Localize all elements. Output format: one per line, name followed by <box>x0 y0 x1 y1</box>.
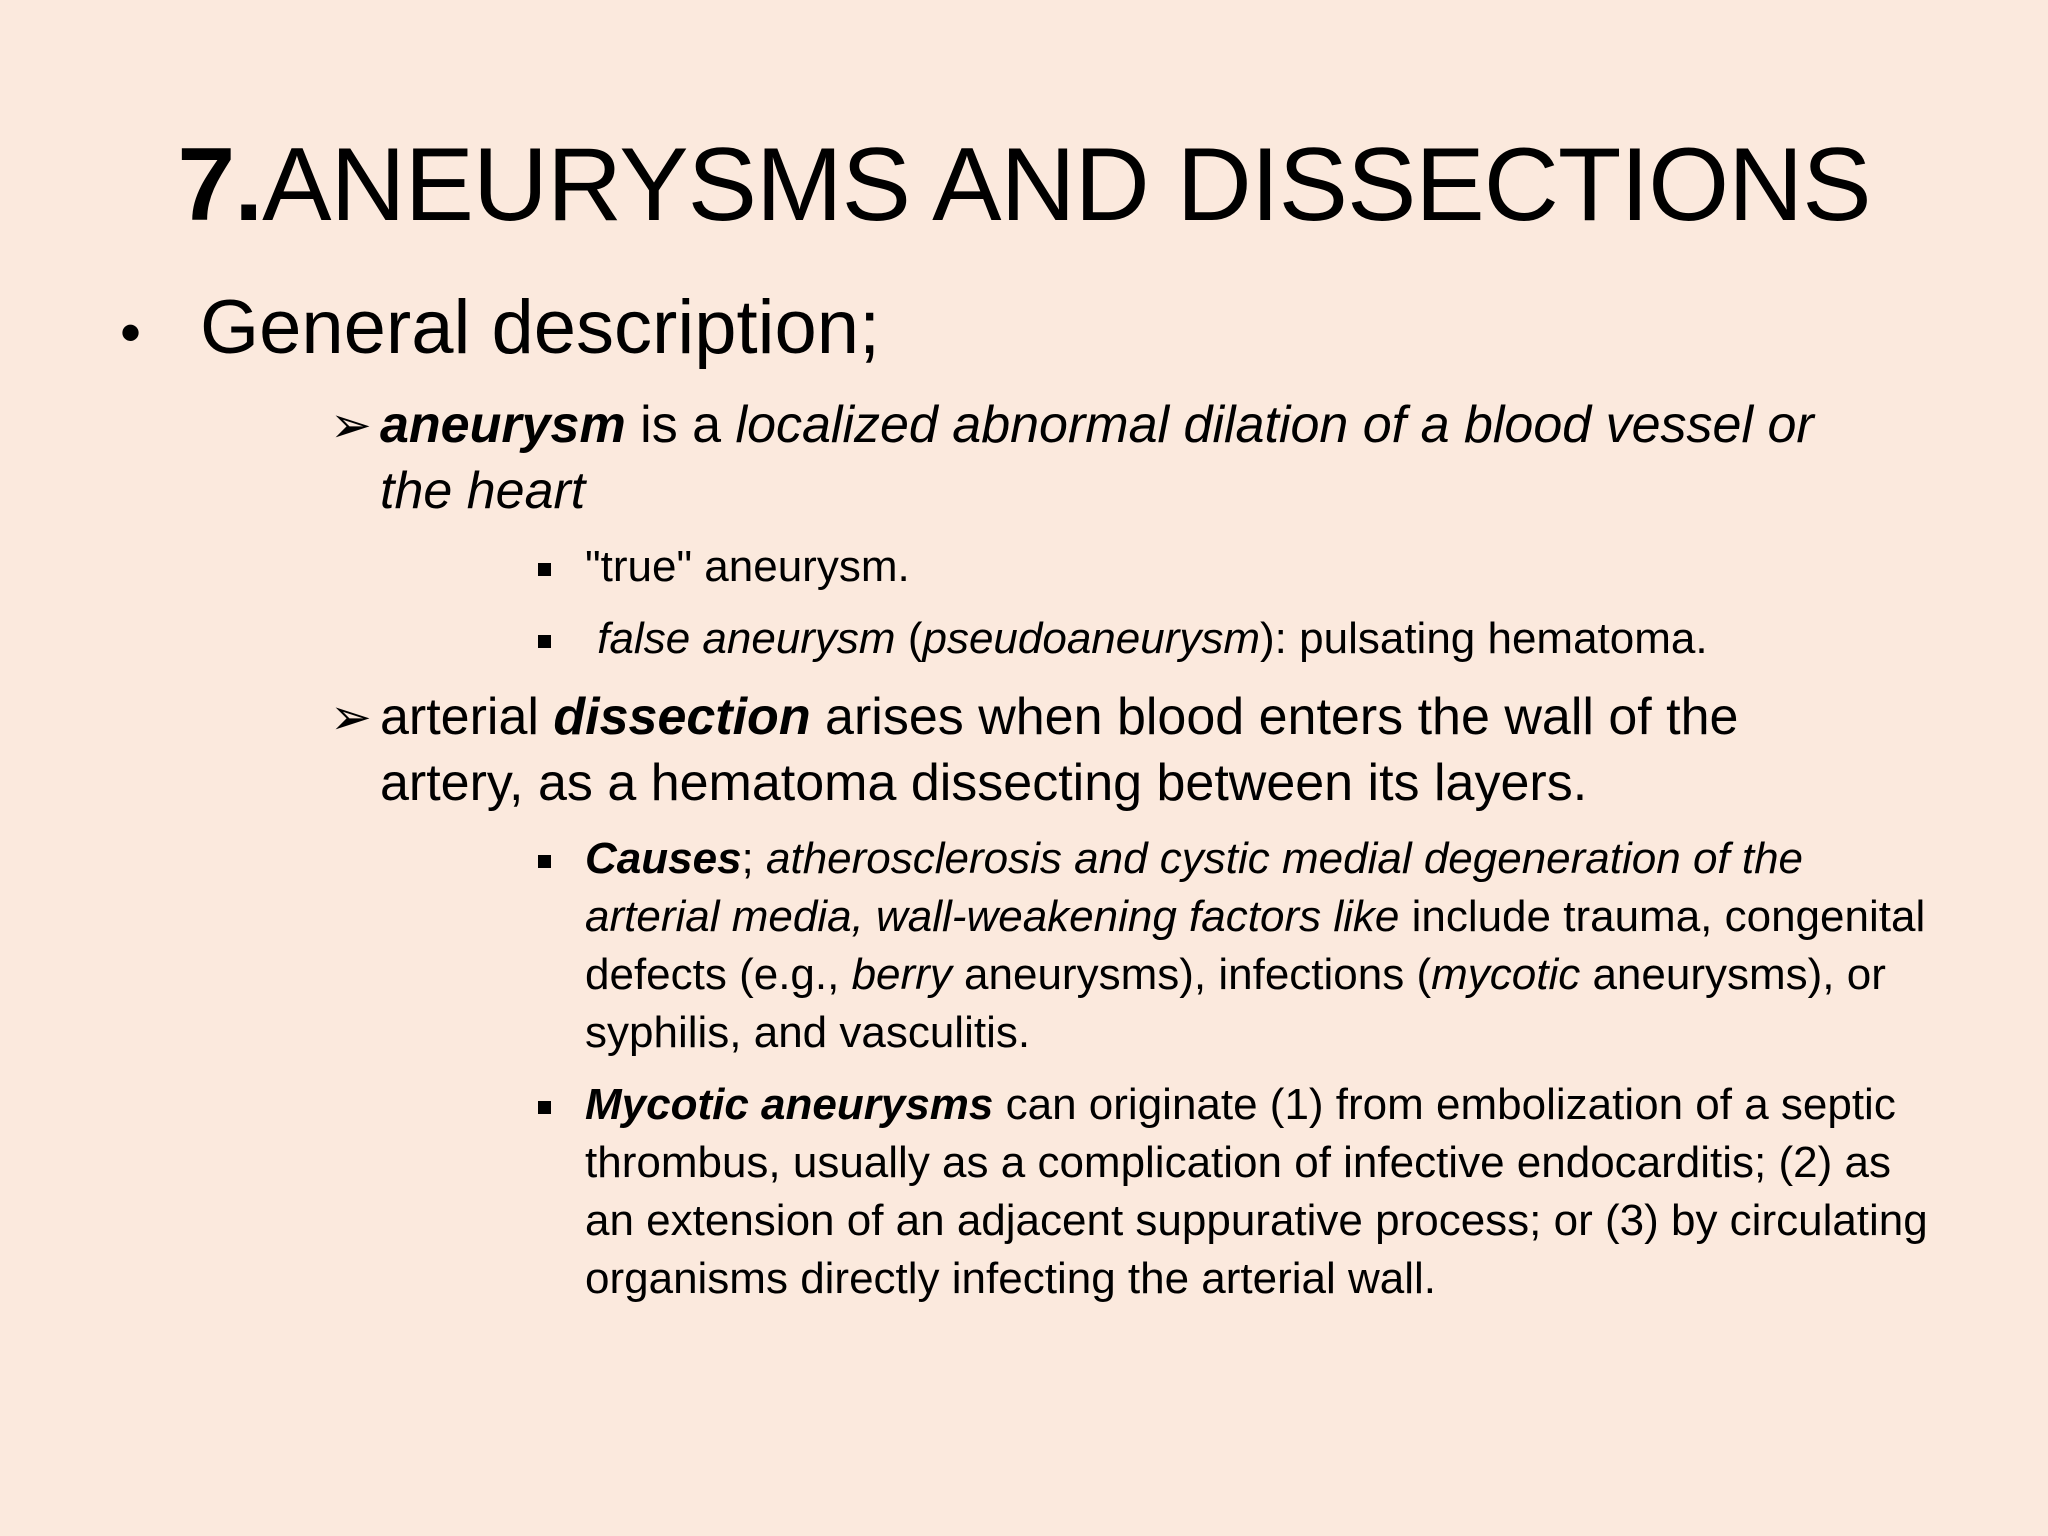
dissection-definition-text <box>380 684 1890 816</box>
false-aneurysm-desc: ): pulsating hematoma. <box>1260 614 1708 663</box>
square-bullet-icon <box>538 635 551 648</box>
dissection-definition <box>330 684 1890 816</box>
false-aneurysm-term: false aneurysm <box>597 614 896 663</box>
causes-italic-1: atherosclerosis and cystic medial degeneration of the arterial media, wall-weakening factors like <box>585 834 1804 941</box>
causes-label: Causes <box>585 834 742 883</box>
true-aneurysm-text: "true" aneurysm. <box>585 542 910 591</box>
square-bullet-icon <box>538 563 551 576</box>
causes-italic-3: mycotic <box>1431 950 1581 999</box>
aneurysm-definition-text <box>380 392 1890 524</box>
true-aneurysm-item <box>530 538 1930 596</box>
dissection-rest: arises when blood enters the wall of the artery, as a hematoma dissecting between its layers. <box>380 688 1739 812</box>
arrow-bullet-icon: ➢ <box>330 397 372 453</box>
arrow-bullet-icon: ➢ <box>330 689 372 745</box>
title-text: ANEURYSMS AND DISSECTIONS <box>262 127 1871 243</box>
causes-item <box>530 830 1930 1062</box>
bullet-dot-icon: • <box>120 299 142 366</box>
bullet-general-description <box>120 282 880 373</box>
false-aneurysm-item <box>530 610 1930 668</box>
causes-italic-2: berry <box>851 950 952 999</box>
square-bullet-icon <box>538 855 551 868</box>
false-aneurysm-lead <box>585 614 597 663</box>
dissection-pre: arterial <box>380 688 554 746</box>
dissection-term: dissection <box>553 688 811 746</box>
slide-title <box>0 128 2048 242</box>
mycotic-label: Mycotic aneurysms <box>585 1080 994 1129</box>
causes-sep: ; <box>741 834 766 883</box>
mycotic-item <box>530 1076 1930 1308</box>
paren-open: ( <box>895 614 923 663</box>
mycotic-desc: can originate (1) from embolization of a septic thrombus, usually as a complication of infective endocarditis; (2) as an extension of an adjacent suppurative process; or (3) by circulating organisms directly infecting the arterial wall. <box>585 1080 1928 1303</box>
aneurysm-term: aneurysm <box>380 396 626 454</box>
causes-text-3: aneurysms), or syphilis, and vasculitis. <box>585 950 1886 1057</box>
causes-text-2: aneurysms), infections ( <box>951 950 1432 999</box>
aneurysm-connector: is a <box>625 396 736 454</box>
bullet-general-description-text: General description; <box>200 285 881 370</box>
pseudoaneurysm-term: pseudoaneurysm <box>922 614 1261 663</box>
title-number: 7. <box>177 127 263 243</box>
aneurysm-def: localized abnormal dilation of a blood vessel or the heart <box>380 396 1814 520</box>
false-aneurysm-text <box>585 610 1930 668</box>
mycotic-text <box>585 1076 1930 1308</box>
square-bullet-icon <box>538 1101 551 1114</box>
causes-text-1: include trauma, congenital defects (e.g., <box>585 892 1926 999</box>
causes-text <box>585 830 1930 1062</box>
aneurysm-definition <box>330 392 1890 524</box>
